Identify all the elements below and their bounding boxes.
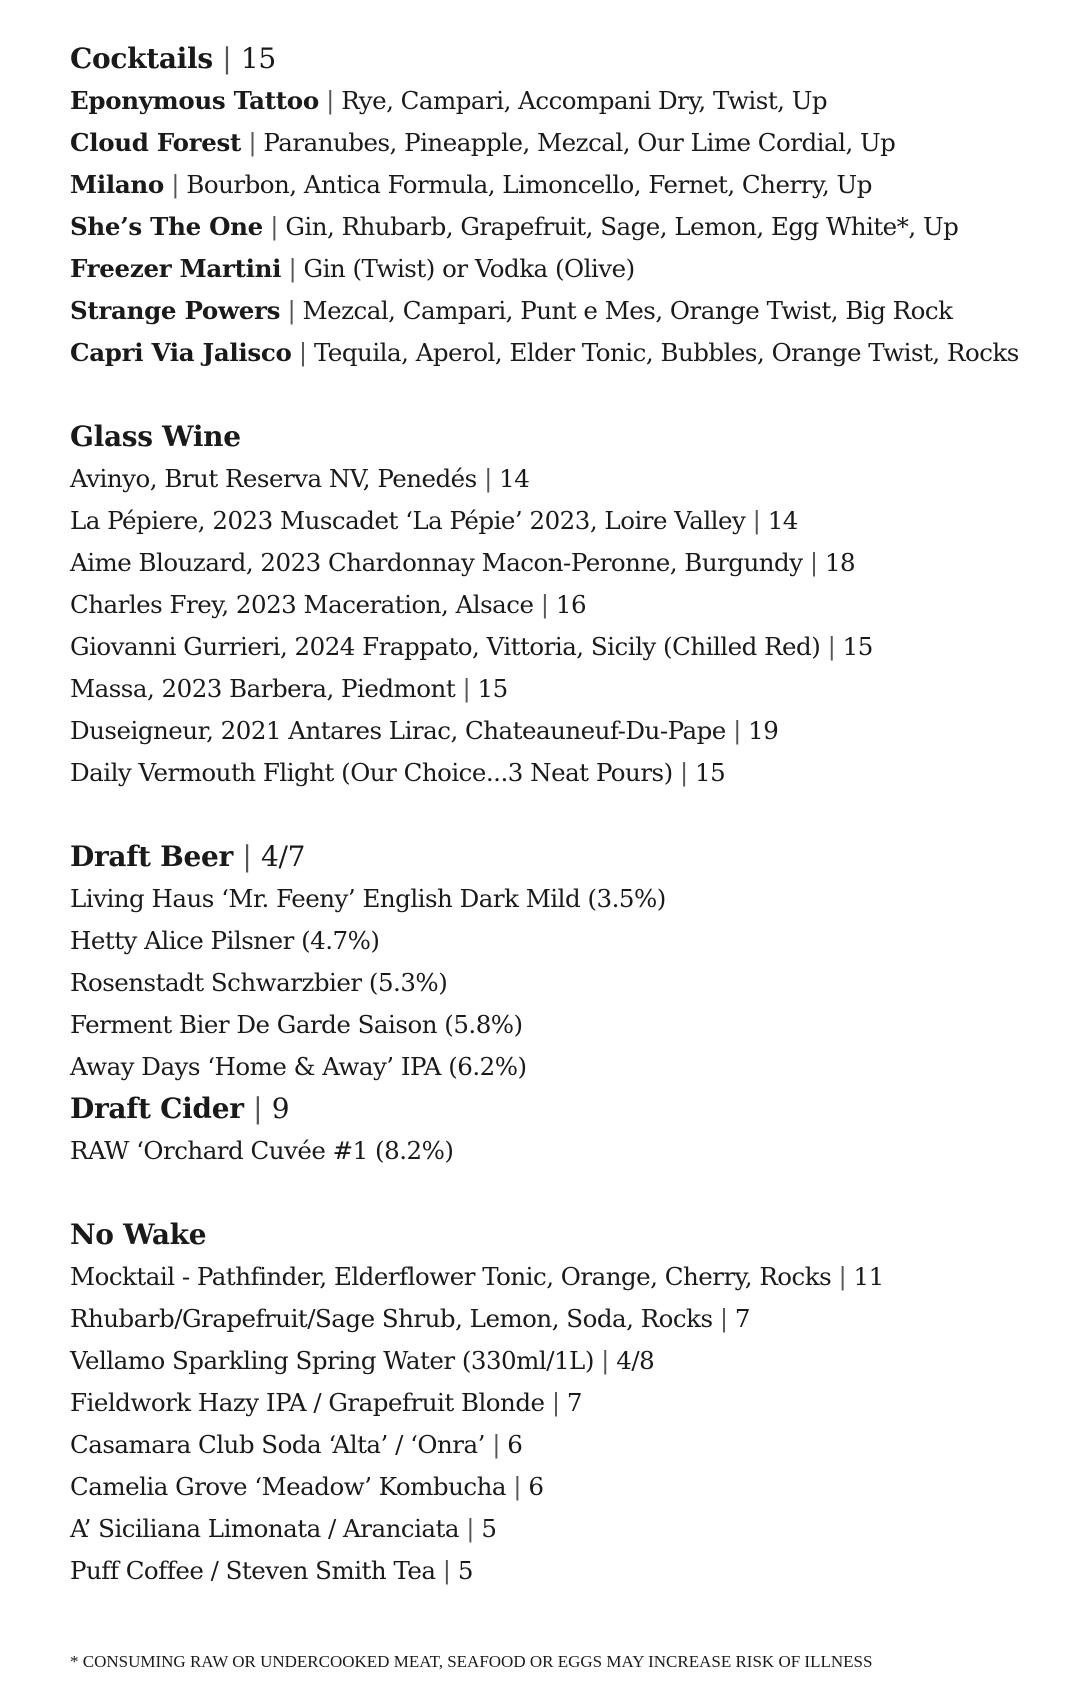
beer-item: Living Haus ‘Mr. Feeny’ English Dark Mild (3.5%) <box>70 884 666 913</box>
cocktail-item: Eponymous Tattoo | Rye, Campari, Accompani Dry, Twist, Up <box>70 86 828 115</box>
no-wake-item: Vellamo Sparkling Spring Water (330ml/1L) | 4/8 <box>70 1346 655 1375</box>
no-wake-section <box>70 1214 1070 1592</box>
wine-item: Daily Vermouth Flight (Our Choice...3 Neat Pours) | 15 <box>70 758 726 787</box>
no-wake-item: Casamara Club Soda ‘Alta’ / ‘Onra’ | 6 <box>70 1430 523 1459</box>
wine-item: La Pépiere, 2023 Muscadet ‘La Pépie’ 2023, Loire Valley | 14 <box>70 506 798 535</box>
cocktails-section <box>70 38 1070 374</box>
no-wake-item: A’ Siciliana Limonata / Aranciata | 5 <box>70 1514 497 1543</box>
glass-wine-heading: Glass Wine <box>70 420 241 453</box>
cocktail-item: Capri Via Jalisco | Tequila, Aperol, Elder Tonic, Bubbles, Orange Twist, Rocks <box>70 338 1019 367</box>
cider-item: RAW ‘Orchard Cuvée #1 (8.2%) <box>70 1136 454 1165</box>
wine-item: Avinyo, Brut Reserva NV, Penedés | 14 <box>70 464 530 493</box>
cocktail-item: She’s The One | Gin, Rhubarb, Grapefruit, Sage, Lemon, Egg White*, Up <box>70 212 959 241</box>
no-wake-item: Camelia Grove ‘Meadow’ Kombucha | 6 <box>70 1472 544 1501</box>
draft-beer-heading: Draft Beer | 4/7 <box>70 840 306 873</box>
draft-cider-heading: Draft Cider | 9 <box>70 1092 290 1125</box>
no-wake-item: Puff Coffee / Steven Smith Tea | 5 <box>70 1556 473 1585</box>
glass-wine-section <box>70 416 1070 794</box>
no-wake-heading: No Wake <box>70 1218 207 1251</box>
no-wake-item: Mocktail - Pathfinder, Elderflower Tonic, Orange, Cherry, Rocks | 11 <box>70 1262 884 1291</box>
wine-item: Massa, 2023 Barbera, Piedmont | 15 <box>70 674 508 703</box>
draft-section <box>70 836 1070 1172</box>
wine-item: Duseigneur, 2021 Antares Lirac, Chateauneuf-Du-Pape | 19 <box>70 716 779 745</box>
cocktail-item: Cloud Forest | Paranubes, Pineapple, Mezcal, Our Lime Cordial, Up <box>70 128 896 157</box>
wine-item: Giovanni Gurrieri, 2024 Frappato, Vittoria, Sicily (Chilled Red) | 15 <box>70 632 873 661</box>
beer-item: Ferment Bier De Garde Saison (5.8%) <box>70 1010 523 1039</box>
beer-item: Away Days ‘Home & Away’ IPA (6.2%) <box>70 1052 527 1081</box>
wine-item: Charles Frey, 2023 Maceration, Alsace | 16 <box>70 590 587 619</box>
beer-item: Hetty Alice Pilsner (4.7%) <box>70 926 380 955</box>
no-wake-item: Rhubarb/Grapefruit/Sage Shrub, Lemon, Soda, Rocks | 7 <box>70 1304 750 1333</box>
drink-menu <box>70 38 1070 1592</box>
wine-item: Aime Blouzard, 2023 Chardonnay Macon-Peronne, Burgundy | 18 <box>70 548 856 577</box>
allergen-footnote: * CONSUMING RAW OR UNDERCOOKED MEAT, SEAFOOD OR EGGS MAY INCREASE RISK OF ILLNESS <box>70 1652 873 1671</box>
cocktail-item: Freezer Martini | Gin (Twist) or Vodka (Olive) <box>70 254 635 283</box>
no-wake-item: Fieldwork Hazy IPA / Grapefruit Blonde | 7 <box>70 1388 582 1417</box>
cocktail-item: Strange Powers | Mezcal, Campari, Punt e Mes, Orange Twist, Big Rock <box>70 296 953 325</box>
cocktail-item: Milano | Bourbon, Antica Formula, Limoncello, Fernet, Cherry, Up <box>70 170 872 199</box>
section-title: Cocktails <box>70 42 213 75</box>
cocktails-heading: Cocktails | 15 <box>70 42 276 75</box>
beer-item: Rosenstadt Schwarzbier (5.3%) <box>70 968 448 997</box>
section-price: 15 <box>240 42 276 75</box>
